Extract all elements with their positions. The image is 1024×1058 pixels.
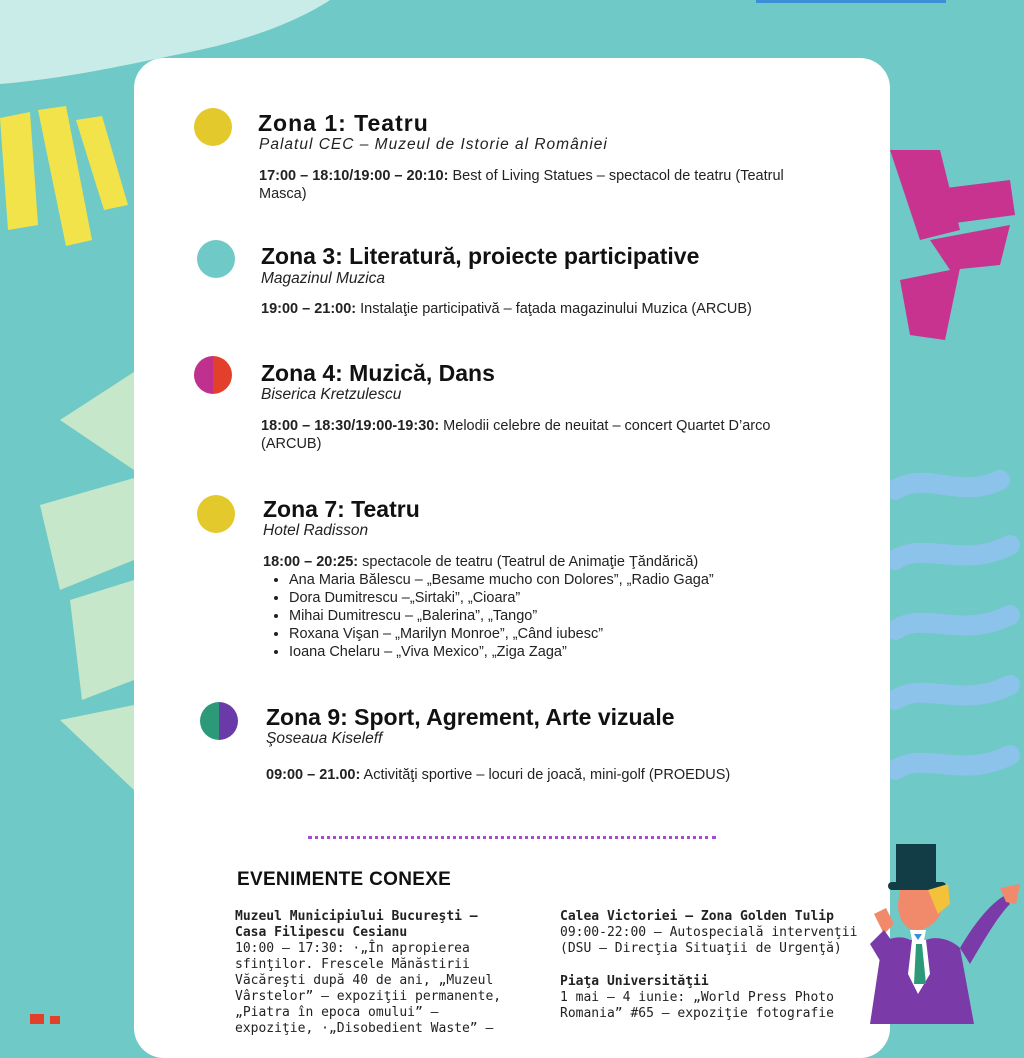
zone-9-location: Şoseaua Kiseleff [266,730,383,747]
zone-7-description: spectacole de teatru (Teatrul de Animaţie Ţăndărică) [358,554,699,570]
zone-1-description: Best of Living Statues – spectacol de teatru (Teatrul Masca) [259,168,784,202]
zone-4-split-dot [194,356,232,394]
event-right-1-title: Calea Victoriei – Zona Golden Tulip [560,909,834,924]
magenta-decoration [890,150,1015,340]
list-item: • Dora Dumitrescu –„Sirtaki”, „Cioara” [289,589,823,607]
top-right-bar [756,0,946,3]
yellow-stripes-decoration [0,106,128,246]
event-left-body: 10:00 – 17:30: ·„În apropierea sfinţilor. Frescele Mănăstirii Văcăreşti după 40 de ani, „Muzeul Vârstelor” – expoziţii permanente, „Piatra în epoca omului” – expoziţie, ·„Disobedient Waste” – [235,941,502,1036]
zone-1-time: 17:00 – 18:10/19:00 – 20:10: [259,168,449,184]
zone-4-description: Melodii celebre de neuitat – concert Quartet D’arco (ARCUB) [261,418,771,452]
list-item: • Ioana Chelaru – „Viva Mexico”, „Ziga Zaga” [289,643,823,661]
zone-7-schedule [263,553,823,661]
zone-4-schedule [261,417,821,453]
zone-1-location: Palatul CEC – Muzeul de Istorie al României [259,136,608,153]
zone-7-time: 18:00 – 20:25: [263,554,359,570]
zone-7-location: Hotel Radisson [263,522,369,539]
zone-1-schedule [259,167,819,203]
zone-3-time: 19:00 – 21:00: [261,301,357,317]
list-item: • Ana Maria Bălescu – „Besame mucho con Dolores”, „Radio Gaga” [289,571,823,589]
event-left [235,909,515,1037]
list-item: • Mihai Dumitrescu – „Balerina”, „Tango” [289,607,823,625]
event-right-2-body: 1 mai – 4 iunie: „World Press Photo Romania” #65 – expoziţie fotografie [560,990,834,1021]
event-right-1 [560,909,860,957]
zone-3-schedule [261,300,821,318]
zone-3-description: Instalaţie participativă – faţada magazinului Muzica (ARCUB) [356,301,752,317]
zone-1-yellow-dot [194,108,232,146]
zone-9-schedule [266,766,826,784]
zone-9-title: Zona 9: Sport, Agrement, Arte vizuale [266,704,675,730]
zone-3-title: Zona 3: Literatură, proiecte participative [261,243,700,269]
zone-4-time: 18:00 – 18:30/19:00-19:30: [261,418,440,434]
zone-7-yellow-dot [197,495,235,533]
event-right-2 [560,974,840,1022]
blue-wave-decoration [895,480,1010,770]
zone-4-title: Zona 4: Muzică, Dans [261,360,495,386]
event-right-2-title: Piaţa Universităţii [560,974,709,989]
zone-9-time: 09:00 – 21.00: [266,767,361,783]
zone-3-teal-dot [197,240,235,278]
magician-character-illustration [870,844,1020,1024]
zone-7-title: Zona 7: Teatru [263,496,420,522]
zone-9-split-dot [200,702,238,740]
red-decoration [30,1014,60,1024]
zone-9-description: Activităţi sportive – locuri de joacă, mini-golf (PROEDUS) [360,767,731,783]
pale-green-decoration [40,372,134,790]
zone-3-location: Magazinul Muzica [261,270,386,287]
related-events-heading: EVENIMENTE CONEXE [237,869,452,890]
dotted-separator [308,836,716,839]
event-left-title: Muzeul Municipiului Bucureşti – Casa Filipescu Cesianu [235,909,478,940]
zone-4-location: Biserica Kretzulescu [261,386,402,403]
event-right-1-body: 09:00-22:00 – Autospecială intervenţii (DSU – Direcţia Situaţii de Urgenţă) [560,925,858,956]
zone-1-title: Zona 1: Teatru [258,110,429,136]
list-item: • Roxana Vişan – „Marilyn Monroe”, „Când iubesc” [289,625,823,643]
zone-7-performers-list [263,571,823,661]
